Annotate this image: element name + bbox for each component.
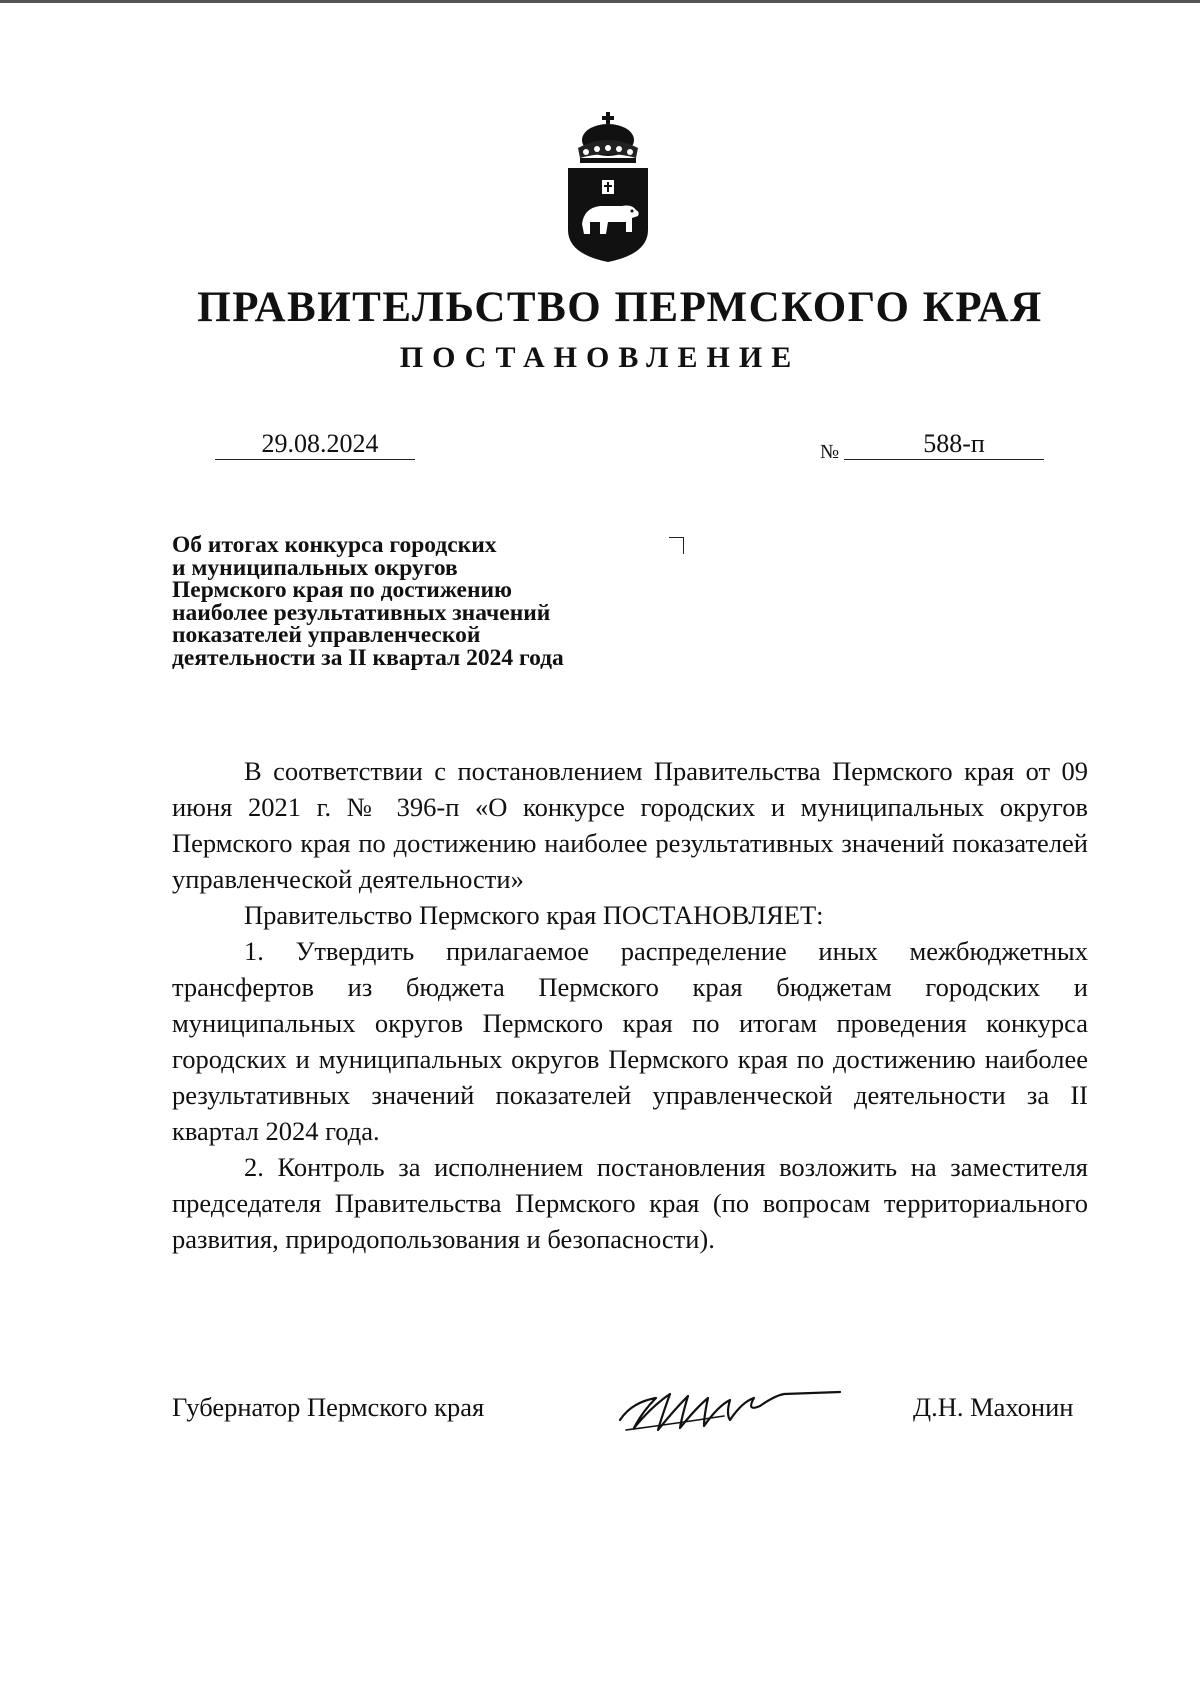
subject-line: деятельности за II квартал 2024 года (172, 644, 564, 671)
subject-line: и муниципальных округов (172, 554, 458, 581)
subject-line: Пермского края по достижению (172, 577, 513, 603)
subject-line: Об итогах конкурса городских (172, 532, 497, 558)
document-date: 29.08.2024 (261, 429, 379, 458)
signatory-position: Губернатор Пермского края (172, 1392, 485, 1422)
number-underline (844, 459, 1044, 460)
document-date-field (215, 429, 415, 460)
body-paragraph: Правительство Пермского края ПОСТАНОВЛЯЕТ: (244, 900, 824, 930)
document-subject (172, 534, 672, 669)
scan-top-edge (0, 0, 1200, 3)
subject-corner-mark (669, 537, 684, 554)
body-paragraph: 2. Контроль за исполнением постановления возложить на заместителя председателя Правительства Пермского края (по вопросам территориального развития, природопользования и безопасности). (172, 1152, 1088, 1254)
coat-of-arms-icon (560, 112, 656, 264)
organization-title: ПРАВИТЕЛЬСТВО ПЕРМСКОГО КРАЯ (197, 284, 1043, 331)
document-number: 588-п (923, 429, 985, 458)
subject-line: показателей управленческой (172, 622, 481, 648)
document-type: ПОСТАНОВЛЕНИЕ (399, 341, 801, 374)
number-line-wrap (844, 429, 1044, 460)
handwritten-signature-icon (612, 1372, 842, 1442)
body-paragraph: 1. Утвердить прилагаемое распределение иных межбюджетных трансфертов из бюджета Пермского края бюджетам городских и муниципальных округов Пермского края по итогам проведения конкурса городских и муниципальных округов Пермского края по достижению наиболее результативных значений показателей управленческой деятельности за II квартал 2024 года. (172, 936, 1088, 1146)
subject-line: наиболее результативных значений (172, 599, 551, 626)
body-paragraph: В соответствии с постановлением Правительства Пермского края от 09 июня 2021 г. № 396-п «О конкурсе городских и муниципальных округов Пермского края по достижению наиболее результативных значений показателей управленческой деятельности» (172, 756, 1088, 894)
date-underline (215, 459, 415, 460)
document-body (172, 753, 1088, 1257)
signatory-name: Д.Н. Махонин (913, 1392, 1074, 1422)
number-sign: № (820, 441, 840, 463)
